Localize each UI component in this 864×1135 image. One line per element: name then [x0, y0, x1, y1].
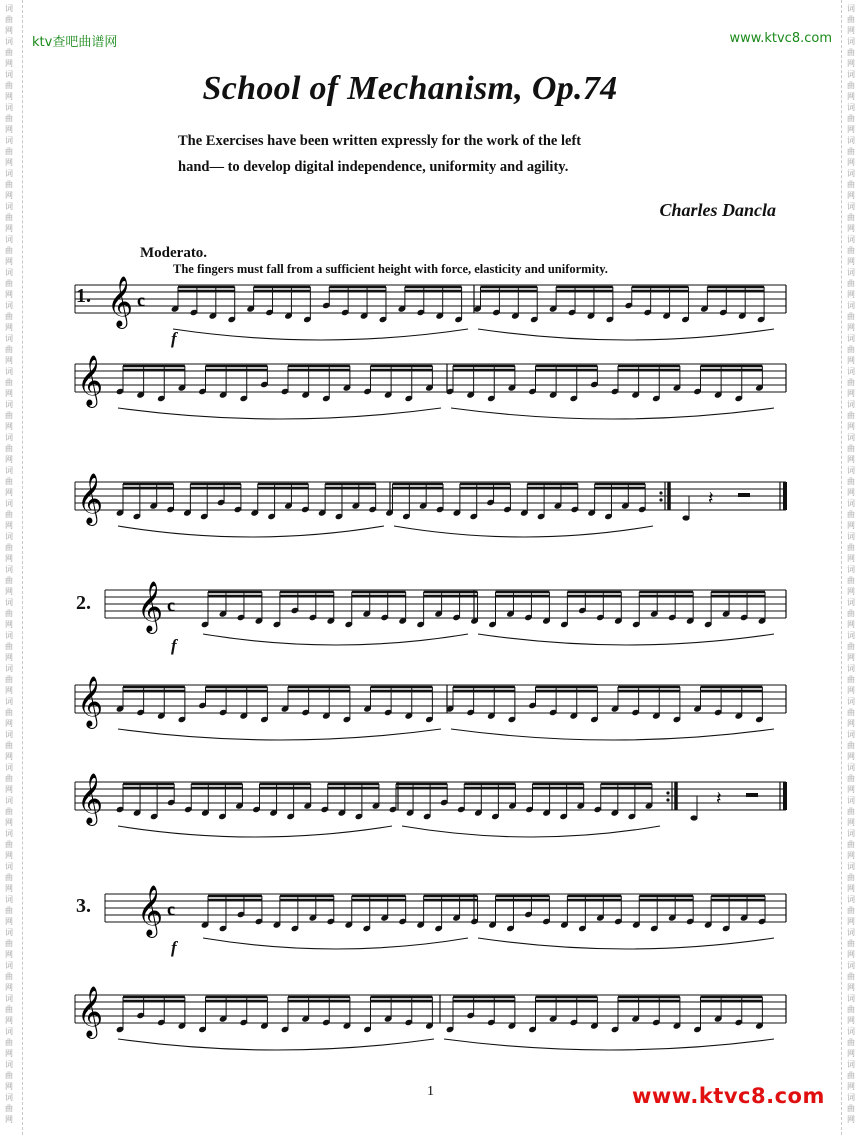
watermark-char: 网	[847, 983, 855, 992]
watermark-char: 词	[5, 169, 13, 178]
watermark-char: 词	[5, 499, 13, 508]
watermark-char: 曲	[5, 642, 13, 651]
watermark-char: 词	[5, 136, 13, 145]
watermark-char: 词	[847, 862, 855, 871]
watermark-char: 曲	[5, 312, 13, 321]
watermark-char: 词	[847, 103, 855, 112]
slur	[402, 826, 660, 837]
watermark-char: 网	[847, 686, 855, 695]
watermark-char: 词	[847, 4, 855, 13]
watermark-char: 曲	[5, 15, 13, 24]
watermark-char: 网	[847, 521, 855, 530]
time-signature: c	[137, 290, 145, 310]
watermark-char: 曲	[5, 246, 13, 255]
watermark-char: 词	[847, 466, 855, 475]
watermark-char: 曲	[847, 675, 855, 684]
watermark-char: 网	[5, 587, 13, 596]
watermark-char: 曲	[847, 939, 855, 948]
watermark-char: 曲	[847, 444, 855, 453]
time-signature: c	[167, 595, 175, 615]
slur	[118, 826, 392, 837]
footer-site-logo[interactable]: www.ktvc8.com	[632, 1084, 825, 1108]
treble-clef: 𝄞	[77, 473, 104, 524]
watermark-char: 曲	[847, 708, 855, 717]
treble-clef: 𝄞	[77, 676, 104, 727]
watermark-char: 词	[847, 763, 855, 772]
watermark-char: 词	[847, 499, 855, 508]
watermark-char: 词	[5, 37, 13, 46]
watermark-char: 网	[847, 1016, 855, 1025]
watermark-char: 词	[5, 961, 13, 970]
watermark-char: 曲	[5, 510, 13, 519]
watermark-char: 曲	[5, 477, 13, 486]
tempo-marking: Moderato.	[140, 245, 208, 261]
watermark-char: 词	[847, 697, 855, 706]
watermark-char: 曲	[847, 774, 855, 783]
repeat-dot	[666, 798, 669, 801]
watermark-char: 网	[847, 1115, 855, 1124]
watermark-char: 词	[847, 367, 855, 376]
exercise-number: 3.	[76, 895, 91, 917]
watermark-char: 词	[847, 433, 855, 442]
watermark-char: 网	[847, 818, 855, 827]
watermark-char: 曲	[847, 906, 855, 915]
watermark-char: 词	[5, 1093, 13, 1102]
time-signature: c	[167, 899, 175, 919]
header-left-site[interactable]: ktv查吧曲谱网	[32, 35, 118, 50]
watermark-char: 曲	[847, 378, 855, 387]
watermark-char: 曲	[847, 741, 855, 750]
watermark-char: 词	[847, 664, 855, 673]
watermark-char: 网	[847, 917, 855, 926]
watermark-char: 网	[847, 785, 855, 794]
watermark-char: 网	[5, 26, 13, 35]
watermark-char: 曲	[5, 774, 13, 783]
watermark-char: 网	[5, 620, 13, 629]
dynamic-mark: f	[171, 329, 177, 348]
watermark-char: 网	[847, 653, 855, 662]
watermark-char: 网	[5, 125, 13, 134]
repeat-dot	[666, 791, 669, 794]
watermark-char: 曲	[847, 642, 855, 651]
watermark-char: 词	[847, 37, 855, 46]
watermark-char: 网	[847, 488, 855, 497]
watermark-char: 词	[847, 928, 855, 937]
watermark-char: 曲	[5, 1038, 13, 1047]
page-number: 1	[427, 1084, 434, 1099]
watermark-char: 词	[5, 730, 13, 739]
watermark-char: 曲	[5, 180, 13, 189]
watermark-char: 网	[5, 356, 13, 365]
slur	[118, 408, 441, 419]
watermark-char: 曲	[5, 1104, 13, 1113]
treble-clef: 𝄞	[77, 355, 104, 406]
watermark-char: 词	[847, 796, 855, 805]
watermark-char: 网	[847, 92, 855, 101]
watermark-char: 曲	[847, 510, 855, 519]
watermark-char: 曲	[5, 939, 13, 948]
watermark-char: 网	[5, 752, 13, 761]
watermark-char: 曲	[847, 609, 855, 618]
watermark-char: 词	[847, 730, 855, 739]
treble-clef: 𝄞	[77, 773, 104, 824]
watermark-char: 网	[847, 1049, 855, 1058]
watermark-char: 网	[847, 290, 855, 299]
watermark-char: 词	[5, 994, 13, 1003]
watermark-char: 网	[847, 125, 855, 134]
watermark-char: 词	[847, 334, 855, 343]
watermark-char: 网	[847, 191, 855, 200]
watermark-char: 曲	[847, 873, 855, 882]
watermark-char: 词	[847, 1060, 855, 1069]
slur	[118, 526, 384, 537]
watermark-char: 曲	[5, 1005, 13, 1014]
watermark-char: 网	[5, 191, 13, 200]
exercise-number: 2.	[76, 592, 91, 614]
watermark-char: 网	[847, 455, 855, 464]
watermark-char: 网	[5, 884, 13, 893]
watermark-char: 词	[5, 1060, 13, 1069]
slur	[478, 634, 774, 645]
watermark-char: 网	[5, 488, 13, 497]
watermark-char: 词	[5, 928, 13, 937]
watermark-char: 曲	[847, 972, 855, 981]
watermark-char: 曲	[847, 114, 855, 123]
watermark-char: 网	[5, 455, 13, 464]
watermark-char: 网	[847, 1082, 855, 1091]
watermark-char: 曲	[847, 1104, 855, 1113]
watermark-char: 词	[847, 829, 855, 838]
treble-clef: 𝄞	[107, 276, 134, 327]
watermark-char: 曲	[847, 1071, 855, 1080]
watermark-char: 词	[847, 961, 855, 970]
watermark-char: 曲	[847, 147, 855, 156]
watermark-char: 网	[5, 422, 13, 431]
watermark-char: 网	[5, 158, 13, 167]
repeat-dot	[659, 498, 662, 501]
watermark-char: 词	[847, 70, 855, 79]
watermark-char: 网	[5, 1115, 13, 1124]
watermark-char: 词	[5, 334, 13, 343]
watermark-char: 网	[847, 356, 855, 365]
watermark-char: 网	[847, 323, 855, 332]
watermark-char: 网	[5, 323, 13, 332]
intro-line-1: The Exercises have been written expressly for the work of the left	[178, 133, 582, 149]
half-rest	[746, 793, 758, 797]
watermark-char: 曲	[5, 279, 13, 288]
watermark-char: 网	[847, 257, 855, 266]
watermark-char: 曲	[847, 312, 855, 321]
watermark-char: 词	[847, 136, 855, 145]
watermark-char: 网	[5, 1049, 13, 1058]
watermark-char: 词	[5, 697, 13, 706]
watermark-char: 网	[5, 59, 13, 68]
watermark-char: 曲	[847, 48, 855, 57]
watermark-char: 曲	[847, 576, 855, 585]
watermark-char: 曲	[5, 114, 13, 123]
watermark-char: 网	[5, 224, 13, 233]
dynamic-mark: f	[171, 636, 177, 655]
watermark-char: 曲	[5, 81, 13, 90]
watermark-char: 曲	[5, 840, 13, 849]
watermark-char: 词	[5, 1027, 13, 1036]
composer: Charles Dancla	[659, 200, 776, 220]
slur	[394, 526, 653, 537]
watermark-char: 曲	[5, 444, 13, 453]
intro-line-2: hand— to develop digital independence, uniformity and agility.	[178, 159, 569, 175]
watermark-char: 曲	[5, 609, 13, 618]
watermark-char: 词	[847, 400, 855, 409]
watermark-char: 网	[5, 719, 13, 728]
treble-clef: 𝄞	[77, 986, 104, 1037]
watermark-char: 网	[5, 851, 13, 860]
watermark-char: 网	[847, 389, 855, 398]
watermark-char: 网	[5, 290, 13, 299]
watermark-char: 曲	[847, 477, 855, 486]
watermark-char: 词	[847, 565, 855, 574]
watermark-char: 网	[5, 1016, 13, 1025]
watermark-char: 词	[847, 1093, 855, 1102]
watermark-char: 网	[847, 950, 855, 959]
watermark-char: 词	[847, 631, 855, 640]
watermark-char: 词	[5, 202, 13, 211]
slur	[118, 729, 441, 740]
treble-clef: 𝄞	[137, 885, 164, 936]
watermark-char: 曲	[5, 147, 13, 156]
watermark-char: 词	[5, 103, 13, 112]
watermark-char: 网	[847, 719, 855, 728]
watermark-char: 曲	[847, 246, 855, 255]
watermark-char: 曲	[5, 873, 13, 882]
watermark-char: 网	[847, 224, 855, 233]
watermark-char: 曲	[847, 543, 855, 552]
header-right-site[interactable]: www.ktvc8.com	[729, 31, 832, 46]
watermark-char: 网	[847, 422, 855, 431]
watermark-char: 曲	[847, 840, 855, 849]
watermark-char: 网	[847, 620, 855, 629]
watermark-char: 网	[5, 1082, 13, 1091]
watermark-char: 词	[5, 268, 13, 277]
watermark-char: 词	[5, 367, 13, 376]
watermark-char: 网	[5, 554, 13, 563]
watermark-char: 网	[5, 785, 13, 794]
half-rest	[738, 493, 750, 497]
watermark-char: 曲	[847, 213, 855, 222]
watermark-char: 词	[847, 532, 855, 541]
watermark-char: 词	[5, 862, 13, 871]
watermark-char: 词	[847, 895, 855, 904]
watermark-char: 曲	[847, 15, 855, 24]
watermark-char: 网	[847, 752, 855, 761]
watermark-char: 词	[5, 829, 13, 838]
watermark-char: 网	[5, 521, 13, 530]
watermark-char: 曲	[5, 411, 13, 420]
watermark-char: 词	[5, 631, 13, 640]
watermark-char: 曲	[5, 741, 13, 750]
watermark-char: 曲	[5, 708, 13, 717]
quarter-rest: 𝄽	[716, 788, 722, 809]
slur	[173, 329, 468, 340]
watermark-char: 曲	[847, 1005, 855, 1014]
watermark-char: 曲	[5, 906, 13, 915]
watermark-char: 网	[5, 686, 13, 695]
watermark-char: 曲	[5, 345, 13, 354]
slur	[444, 1039, 774, 1050]
watermark-char: 网	[847, 587, 855, 596]
watermark-char: 网	[5, 653, 13, 662]
slur	[203, 938, 468, 949]
watermark-char: 曲	[5, 213, 13, 222]
repeat-dot	[659, 491, 662, 494]
watermark-char: 词	[847, 1027, 855, 1036]
watermark-char: 曲	[847, 807, 855, 816]
watermark-char: 词	[5, 565, 13, 574]
watermark-char: 网	[5, 917, 13, 926]
slur	[118, 1039, 434, 1050]
watermark-char: 词	[847, 598, 855, 607]
performance-instruction: The fingers must fall from a sufficient height with force, elasticity and uniformity.	[173, 262, 608, 276]
watermark-char: 词	[5, 400, 13, 409]
quarter-rest: 𝄽	[708, 488, 714, 509]
watermark-char: 网	[5, 389, 13, 398]
watermark-char: 曲	[5, 807, 13, 816]
watermark-char: 网	[847, 59, 855, 68]
watermark-char: 曲	[5, 675, 13, 684]
watermark-char: 词	[5, 70, 13, 79]
watermark-char: 网	[5, 257, 13, 266]
watermark-char: 词	[5, 598, 13, 607]
watermark-char: 网	[847, 26, 855, 35]
watermark-char: 曲	[5, 378, 13, 387]
watermark-char: 词	[847, 202, 855, 211]
watermark-char: 词	[5, 433, 13, 442]
watermark-char: 曲	[5, 543, 13, 552]
watermark-char: 网	[5, 818, 13, 827]
watermark-char: 词	[5, 664, 13, 673]
watermark-char: 网	[847, 851, 855, 860]
watermark-char: 曲	[847, 345, 855, 354]
slur	[478, 329, 774, 340]
watermark-char: 曲	[847, 279, 855, 288]
watermark-char: 词	[5, 763, 13, 772]
watermark-char: 曲	[5, 1071, 13, 1080]
watermark-char: 词	[5, 235, 13, 244]
watermark-char: 网	[847, 158, 855, 167]
watermark-char: 词	[5, 796, 13, 805]
watermark-char: 词	[847, 994, 855, 1003]
slur	[203, 634, 468, 645]
watermark-char: 曲	[5, 972, 13, 981]
watermark-char: 网	[5, 92, 13, 101]
page-title: School of Mechanism, Op.74	[202, 70, 618, 107]
watermark-char: 曲	[847, 81, 855, 90]
watermark-char: 曲	[5, 576, 13, 585]
slur	[451, 729, 774, 740]
watermark-char: 网	[5, 983, 13, 992]
dynamic-mark: f	[171, 938, 177, 957]
watermark-char: 网	[847, 884, 855, 893]
watermark-char: 词	[847, 169, 855, 178]
watermark-char: 词	[847, 301, 855, 310]
watermark-char: 词	[5, 895, 13, 904]
watermark-char: 曲	[847, 411, 855, 420]
watermark-char: 词	[5, 466, 13, 475]
watermark-char: 词	[5, 301, 13, 310]
watermark-char: 词	[5, 532, 13, 541]
watermark-char: 网	[5, 950, 13, 959]
watermark-char: 曲	[847, 180, 855, 189]
slur	[478, 938, 774, 949]
watermark-char: 词	[847, 268, 855, 277]
watermark-char: 词	[5, 4, 13, 13]
watermark-char: 曲	[847, 1038, 855, 1047]
treble-clef: 𝄞	[137, 581, 164, 632]
watermark-char: 词	[847, 235, 855, 244]
watermark-char: 网	[847, 554, 855, 563]
watermark-char: 曲	[5, 48, 13, 57]
exercise-number: 1.	[76, 285, 91, 307]
slur	[451, 408, 774, 419]
